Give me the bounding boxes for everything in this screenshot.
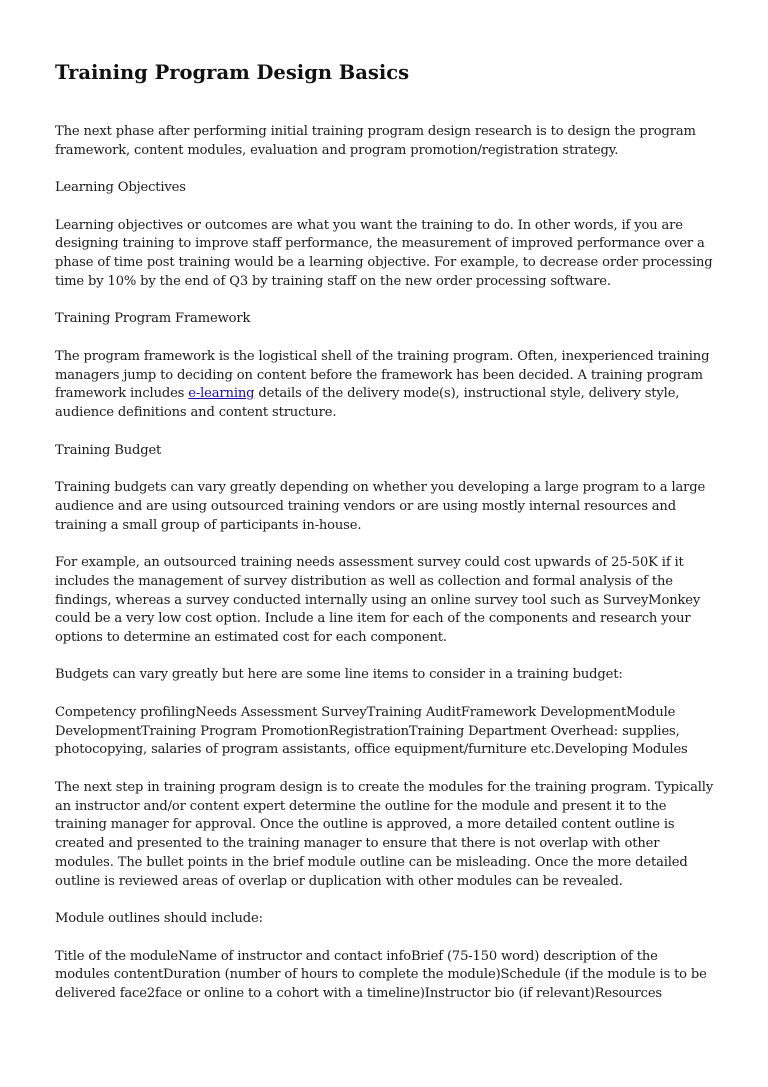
budget-paragraph-1: Training budgets can vary greatly depending on whether you developing a large program to a large audience and are using outsourced training vendors or are using mostly internal resources and training a small group of participants in-house. <box>55 479 706 533</box>
budget-paragraph-3: Budgets can vary greatly but here are some line items to consider in a training budget: <box>55 667 623 683</box>
framework-paragraph <box>55 348 715 423</box>
outlines-intro: Module outlines should include: <box>55 911 263 927</box>
outlines-items: Title of the moduleName of instructor and contact infoBrief (75-150 word) description of the modules contentDuration (number of hours to complete the module)Schedule (if the module is to be delivered face2face or online to a cohort with a timeline)Instructor bio (if relevant)Resources <box>55 948 707 1002</box>
document-page <box>55 60 715 1023</box>
modules-paragraph: The next step in training program design is to create the modules for the training program. Typically an instructor and/or content expert determine the outline for the module and present it to the training manager for approval. Once the outline is approved, a more detailed content outline is created and presented to the training manager to ensure that there is not overlap with other modules. The bullet points in the brief module outline can be misleading. Once the more detailed outline is reviewed areas of overlap or duplication with other modules can be revealed. <box>55 779 714 889</box>
learning-objectives-heading: Learning Objectives <box>55 180 186 196</box>
learning-objectives-paragraph: Learning objectives or outcomes are what you want the training to do. In other words, if you are designing training to improve staff performance, the measurement of improved performance over a phase of time post training would be a learning objective. For example, to decrease order processing time by 10% by the end of Q3 by training staff on the new order processing software. <box>55 217 713 289</box>
page-title: Training Program Design Basics <box>55 61 410 84</box>
budget-heading: Training Budget <box>55 442 162 458</box>
framework-text-before-link: The program framework is the logistical shell of the training program. Often, inexperienced training managers jump to deciding on content before the framework has been decided. A training program framework includes <box>55 348 710 402</box>
framework-heading: Training Program Framework <box>55 311 251 327</box>
intro-paragraph: The next phase after performing initial training program design research is to design the program framework, content modules, evaluation and program promotion/registration strategy. <box>55 124 696 158</box>
budget-line-items: Competency profilingNeeds Assessment SurveyTraining AuditFramework DevelopmentModule DevelopmentTraining Program PromotionRegistrationTraining Department Overhead: supplies, photocopying, salaries of program assistants, office equipment/furniture etc.Developing Modules <box>55 704 688 758</box>
e-learning-link[interactable]: e-learning <box>188 386 255 402</box>
framework-text-after-link: details of the delivery mode(s), instructional style, delivery style, audience definitions and content structure. <box>55 386 680 421</box>
budget-paragraph-2: For example, an outsourced training needs assessment survey could cost upwards of 25-50K if it includes the management of survey distribution as well as collection and formal analysis of the findings, whereas a survey conducted internally using an online survey tool such as SurveyMonkey could be a very low cost option. Include a line item for each of the components and research your options to determine an estimated cost for each component. <box>55 554 701 646</box>
